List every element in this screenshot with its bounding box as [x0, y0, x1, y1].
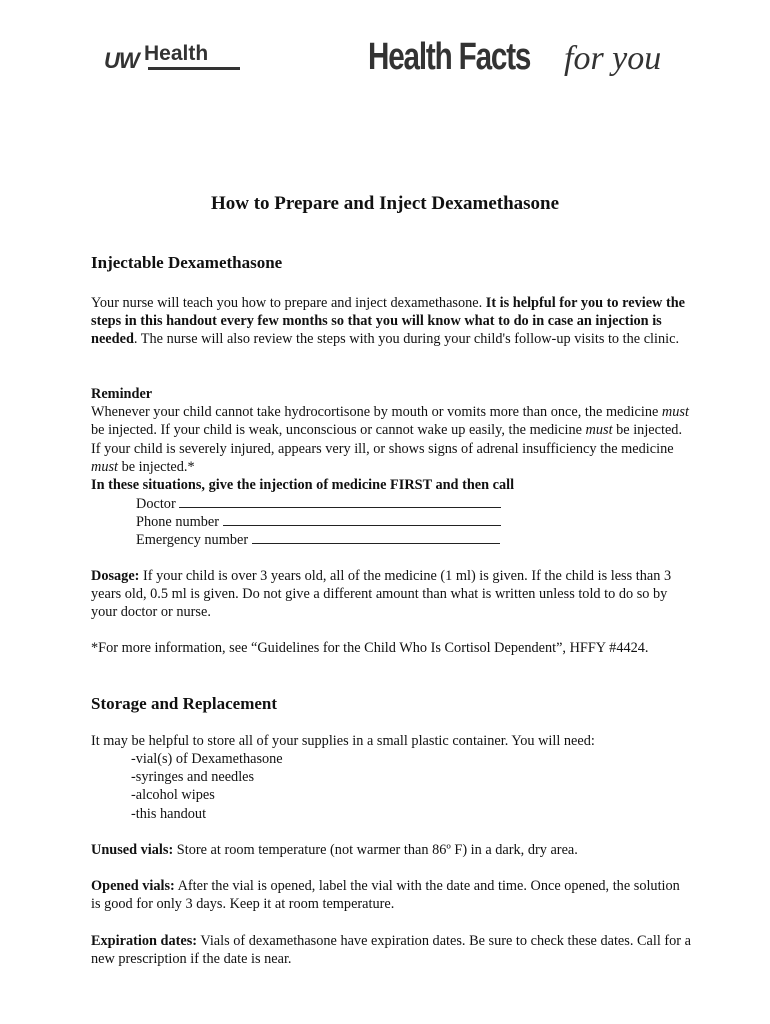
doctor-line[interactable]: [179, 494, 501, 508]
dosage-text: If your child is over 3 years old, all of the medicine (1 ml) is given. If the child is less than 3 years old, 0.5 ml is given. Do not give a different amount than what is written unless told to do so by your doctor or nurse.: [91, 568, 672, 621]
doctor-label: Doctor: [136, 496, 176, 512]
intro-text: Your nurse will teach you how to prepare and inject dexamethasone.: [91, 295, 483, 311]
intro-bold: It is helpful for you to review the steps in this handout every few months so that you will know what to do in case an injection is needed: [91, 295, 686, 348]
emergency-field: [136, 530, 500, 549]
emergency-label: Emergency number: [136, 532, 249, 548]
more-info-paragraph: *For more information, see “Guidelines for the Child Who Is Cortisol Dependent”, HFFY #4424.: [91, 640, 649, 656]
section-heading-storage: Storage and Replacement: [91, 694, 278, 713]
expiration-paragraph: [91, 932, 691, 968]
opened-vials-paragraph: [91, 877, 691, 913]
reminder-text-3: be injected. If your child is severely injured, appears very ill, or shows signs of adrenal insufficiency the medicine: [91, 422, 683, 457]
intro-text-end: . The nurse will also review the steps with you during your child's follow-up visits to the clinic.: [133, 331, 680, 348]
dosage-label: Dosage:: [91, 568, 140, 584]
phone-label: Phone number: [136, 514, 219, 530]
reminder-block: [91, 385, 691, 494]
storage-intro: It may be helpful to store all of your supplies in a small plastic container. You will need:: [91, 733, 595, 749]
opened-label: Opened vials:: [91, 878, 175, 894]
list-item: -vial(s) of Dexamethasone: [131, 751, 283, 767]
must-1: must: [661, 404, 689, 421]
reminder-text-4: be injected.*: [118, 458, 195, 475]
expiration-text: Vials of dexamethasone have expiration dates. Be sure to check these dates. Call for a new prescription if the date is near.: [91, 933, 691, 968]
brand-bold: Health Facts: [368, 36, 531, 78]
logo-underline: [148, 67, 240, 70]
uw-health-logo: [104, 42, 240, 72]
must-3: must: [91, 458, 119, 475]
situations-bold: In these situations, give the injection of medicine FIRST and then call: [91, 477, 515, 494]
logo-health-text: Health: [144, 42, 209, 65]
intro-paragraph: [91, 294, 691, 349]
reminder-text-2: be injected. If your child is weak, unconscious or cannot wake up easily, the medicine: [91, 422, 586, 439]
logo-uw-text: UW: [104, 48, 139, 73]
list-item: -alcohol wipes: [131, 787, 215, 804]
emergency-line[interactable]: [252, 530, 500, 544]
unused-label: Unused vials:: [91, 842, 174, 858]
supplies-list: [131, 750, 283, 823]
phone-line[interactable]: [223, 512, 501, 526]
unused-text: Store at room temperature (not warmer than 86º F) in a dark, dry area.: [173, 842, 578, 858]
section-heading-injectable: Injectable Dexamethasone: [91, 253, 283, 272]
phone-field: [136, 512, 501, 531]
doctor-field: [136, 494, 501, 513]
reminder-text-1: Whenever your child cannot take hydrocortisone by mouth or vomits more than once, the medicine: [91, 404, 662, 421]
health-facts-brand: [368, 36, 662, 79]
must-2: must: [585, 422, 613, 439]
unused-vials-paragraph: [91, 841, 691, 859]
reminder-heading: Reminder: [91, 386, 153, 402]
list-item: -syringes and needles: [131, 769, 255, 786]
list-item: -this handout: [131, 805, 207, 822]
brand-italic: for you: [564, 40, 662, 77]
dosage-paragraph: [91, 567, 691, 622]
opened-text: After the vial is opened, label the vial with the date and time. Once opened, the solution is good for only 3 days. Keep it at room temperature.: [91, 878, 680, 913]
expiration-label: Expiration dates:: [91, 933, 198, 949]
page-title: How to Prepare and Inject Dexamethasone: [210, 193, 560, 214]
